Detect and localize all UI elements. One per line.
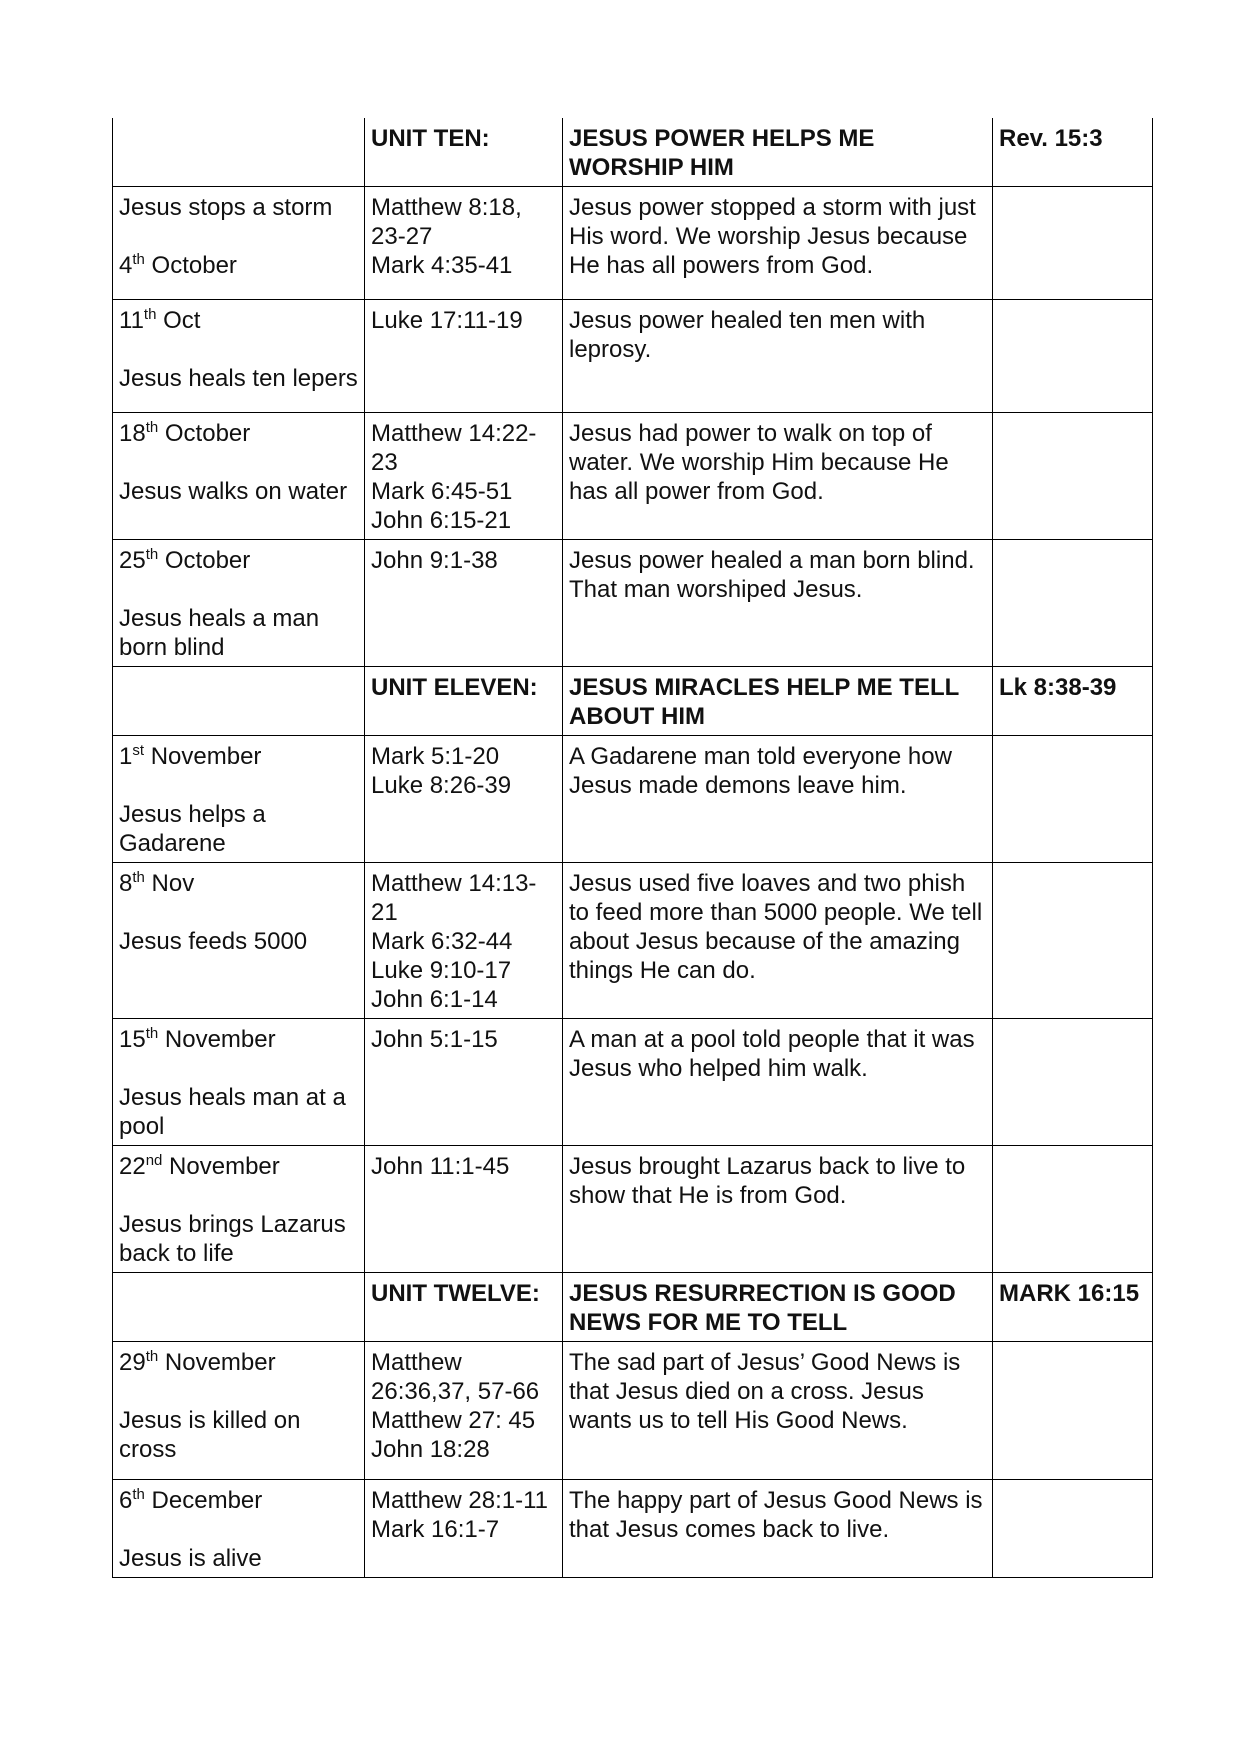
lesson-schedule-table <box>112 118 1153 1578</box>
scripture-reference: John 5:1-15 <box>371 1026 498 1053</box>
scripture-reference: Matthew 8:18, 23-27 <box>371 194 522 250</box>
unit-empty-cell <box>113 667 365 736</box>
lesson-date <box>119 1348 358 1377</box>
lesson-summary: Jesus brought Lazarus back to live to show that He is from God. <box>563 1146 993 1273</box>
scripture-reference: Luke 8:26-39 <box>371 772 512 799</box>
lesson-row <box>113 1146 1153 1273</box>
lesson-date-suffix: th <box>132 251 145 268</box>
scripture-reference: Luke 17:11-19 <box>371 307 523 334</box>
lesson-date-rest: October <box>158 547 251 574</box>
lesson-empty-cell <box>993 300 1153 413</box>
unit-header-row <box>113 1273 1153 1342</box>
unit-header-row <box>113 667 1153 736</box>
lesson-summary: The sad part of Jesus’ Good News is that Jesus died on a cross. Jesus wants us to tell His Good News. <box>563 1342 993 1480</box>
scripture-reference: John 6:1-14 <box>371 986 498 1013</box>
lesson-title: Jesus stops a storm <box>119 194 333 221</box>
scripture-reference: Mark 4:35-41 <box>371 252 513 279</box>
lesson-date <box>119 1486 358 1515</box>
lesson-row <box>113 1480 1153 1578</box>
lesson-date-num: 4 <box>119 252 133 279</box>
lesson-date-suffix: st <box>132 742 145 759</box>
lesson-date <box>119 742 358 771</box>
scripture-reference: Matthew 26:36,37, 57-66 <box>371 1349 540 1405</box>
lesson-date-rest: Nov <box>144 870 195 897</box>
unit-theme: JESUS MIRACLES HELP ME TELL ABOUT HIM <box>563 667 993 736</box>
unit-memory-verse: MARK 16:15 <box>993 1273 1153 1342</box>
lesson-date-suffix: th <box>145 1348 159 1365</box>
lesson-summary: Jesus power stopped a storm with just His word. We worship Jesus because He has all powers from God. <box>563 187 993 300</box>
lesson-title: Jesus walks on water <box>119 478 348 505</box>
unit-empty-cell <box>113 1273 365 1342</box>
lesson-date-title-cell <box>113 1342 365 1480</box>
scripture-reference: John 6:15-21 <box>371 507 512 534</box>
lesson-date-num: 6 <box>119 1487 133 1514</box>
scripture-reference: Mark 6:32-44 <box>371 928 513 955</box>
lesson-summary: A man at a pool told people that it was Jesus who helped him walk. <box>563 1019 993 1146</box>
lesson-date-title-cell <box>113 540 365 667</box>
lesson-date-num: 1 <box>119 743 133 770</box>
unit-label: UNIT ELEVEN: <box>365 667 563 736</box>
lesson-title: Jesus helps a Gadarene <box>119 801 266 857</box>
scripture-reference: John 9:1-38 <box>371 547 498 574</box>
scripture-cell <box>365 187 563 300</box>
lesson-date-suffix: th <box>145 419 159 436</box>
unit-header-row <box>113 118 1153 187</box>
scripture-reference: John 11:1-45 <box>371 1153 510 1180</box>
lesson-date-suffix: nd <box>145 1152 163 1169</box>
lesson-date-title-cell <box>113 863 365 1019</box>
lesson-title: Jesus feeds 5000 <box>119 928 308 955</box>
lesson-summary: The happy part of Jesus Good News is that Jesus comes back to live. <box>563 1480 993 1578</box>
lesson-date-title-cell <box>113 736 365 863</box>
lesson-date-num: 25 <box>119 547 146 574</box>
lesson-row <box>113 1019 1153 1146</box>
lesson-empty-cell <box>993 1342 1153 1480</box>
unit-memory-verse: Lk 8:38-39 <box>993 667 1153 736</box>
unit-label: UNIT TWELVE: <box>365 1273 563 1342</box>
lesson-date <box>119 546 358 575</box>
lesson-row <box>113 300 1153 413</box>
lesson-empty-cell <box>993 1146 1153 1273</box>
lesson-date <box>119 1025 358 1054</box>
lesson-date-title-cell <box>113 187 365 300</box>
lesson-schedule-page <box>112 118 1152 1578</box>
scripture-cell <box>365 413 563 540</box>
lesson-date-rest: December <box>144 1487 263 1514</box>
lesson-empty-cell <box>993 736 1153 863</box>
lesson-title: Jesus heals man at a pool <box>119 1084 346 1140</box>
scripture-reference: Mark 5:1-20 <box>371 743 500 770</box>
lesson-date-num: 11 <box>119 307 144 334</box>
lesson-date-num: 8 <box>119 870 133 897</box>
scripture-cell <box>365 540 563 667</box>
lesson-row <box>113 1342 1153 1480</box>
lesson-date <box>119 419 358 448</box>
lesson-empty-cell <box>993 1019 1153 1146</box>
scripture-reference: Matthew 14:13-21 <box>371 870 537 926</box>
scripture-cell <box>365 736 563 863</box>
lesson-date-title-cell <box>113 1019 365 1146</box>
lesson-date-rest: Oct <box>156 307 201 334</box>
lesson-summary: Jesus power healed ten men with leprosy. <box>563 300 993 413</box>
scripture-reference: John 18:28 <box>371 1436 490 1463</box>
lesson-date-rest: November <box>144 743 262 770</box>
lesson-row <box>113 540 1153 667</box>
scripture-reference: Mark 16:1-7 <box>371 1516 500 1543</box>
scripture-cell <box>365 1480 563 1578</box>
unit-theme: JESUS RESURRECTION IS GOOD NEWS FOR ME TO TELL <box>563 1273 993 1342</box>
lesson-title: Jesus heals ten lepers <box>119 365 358 392</box>
lesson-summary: Jesus had power to walk on top of water. We worship Him because He has all power from God. <box>563 413 993 540</box>
lesson-title: Jesus is alive <box>119 1545 262 1572</box>
scripture-reference: Luke 9:10-17 <box>371 957 512 984</box>
lesson-date-suffix: th <box>132 869 145 886</box>
scripture-cell <box>365 1019 563 1146</box>
scripture-reference: Matthew 14:22-23 <box>371 420 537 476</box>
scripture-cell <box>365 1146 563 1273</box>
lesson-date-title-cell <box>113 1146 365 1273</box>
unit-empty-cell <box>113 118 365 187</box>
lesson-date-suffix: th <box>143 306 157 323</box>
lesson-summary: A Gadarene man told everyone how Jesus made demons leave him. <box>563 736 993 863</box>
lesson-empty-cell <box>993 863 1153 1019</box>
lesson-date-title-cell <box>113 413 365 540</box>
lesson-title: Jesus heals a man born blind <box>119 605 320 661</box>
lesson-date-title-cell <box>113 300 365 413</box>
lesson-row <box>113 863 1153 1019</box>
lesson-date-rest: October <box>158 420 251 447</box>
lesson-date <box>119 869 358 898</box>
scripture-reference: Matthew 28:1-11 <box>371 1487 548 1514</box>
lesson-date-rest: November <box>158 1026 276 1053</box>
unit-label: UNIT TEN: <box>365 118 563 187</box>
lesson-date-num: 22 <box>119 1153 146 1180</box>
unit-theme: JESUS POWER HELPS ME WORSHIP HIM <box>563 118 993 187</box>
lesson-empty-cell <box>993 540 1153 667</box>
lesson-row <box>113 187 1153 300</box>
scripture-reference: Matthew 27: 45 <box>371 1407 536 1434</box>
lesson-row <box>113 413 1153 540</box>
lesson-date-suffix: th <box>145 1025 159 1042</box>
scripture-cell <box>365 300 563 413</box>
lesson-summary: Jesus used five loaves and two phish to feed more than 5000 people. We tell about Jesus because of the amazing things He can do. <box>563 863 993 1019</box>
lesson-date-suffix: th <box>145 546 159 563</box>
lesson-empty-cell <box>993 187 1153 300</box>
lesson-title: Jesus is killed on cross <box>119 1407 301 1463</box>
lesson-date-rest: November <box>158 1349 276 1376</box>
unit-memory-verse: Rev. 15:3 <box>993 118 1153 187</box>
lesson-date <box>119 306 358 335</box>
lesson-date-title-cell <box>113 1480 365 1578</box>
lesson-date-num: 15 <box>119 1026 146 1053</box>
scripture-cell <box>365 1342 563 1480</box>
lesson-row <box>113 736 1153 863</box>
lesson-date <box>119 1152 358 1181</box>
lesson-title: Jesus brings Lazarus back to life <box>119 1211 346 1267</box>
lesson-empty-cell <box>993 1480 1153 1578</box>
lesson-empty-cell <box>993 413 1153 540</box>
lesson-date-rest: October <box>144 252 237 279</box>
lesson-date-rest: November <box>162 1153 280 1180</box>
lesson-summary: Jesus power healed a man born blind. That man worshiped Jesus. <box>563 540 993 667</box>
lesson-date <box>119 251 358 280</box>
scripture-cell <box>365 863 563 1019</box>
scripture-reference: Mark 6:45-51 <box>371 478 513 505</box>
lesson-date-suffix: th <box>132 1486 145 1503</box>
lesson-date-num: 29 <box>119 1349 146 1376</box>
lesson-date-num: 18 <box>119 420 146 447</box>
